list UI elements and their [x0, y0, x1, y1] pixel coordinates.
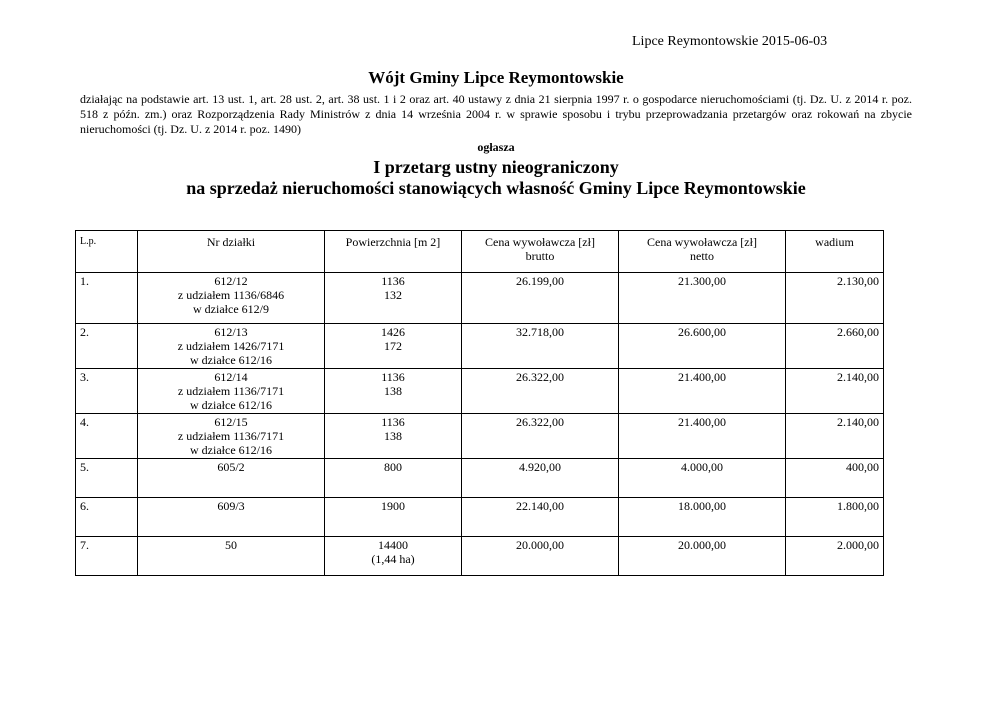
cell-area — [325, 324, 462, 369]
header-net-line2: netto — [690, 249, 714, 263]
cell-plot — [138, 537, 325, 576]
area-share: 172 — [384, 339, 402, 353]
cell-lp: 4. — [76, 414, 138, 459]
cell-area — [325, 459, 462, 498]
table-row — [76, 498, 884, 537]
cell-deposit: 2.140,00 — [786, 414, 884, 459]
cell-net: 4.000,00 — [619, 459, 786, 498]
plot-number: 612/14 — [214, 370, 248, 384]
cell-plot — [138, 459, 325, 498]
tender-subheading: na sprzedaż nieruchomości stanowiących własność Gminy Lipce Reymontowskie — [186, 178, 806, 198]
plot-parent: w działce 612/16 — [190, 398, 272, 412]
header-area: Powierzchnia [m 2] — [325, 231, 462, 273]
plot-share: z udziałem 1136/7171 — [177, 384, 285, 398]
tender-heading: I przetarg ustny nieograniczony — [373, 157, 619, 177]
header-deposit: wadium — [786, 231, 884, 273]
plot-parent: w działce 612/16 — [190, 443, 272, 457]
cell-lp: 5. — [76, 459, 138, 498]
area-value: 14400 — [378, 538, 408, 552]
cell-gross: 20.000,00 — [462, 537, 619, 576]
cell-area — [325, 498, 462, 537]
cell-lp: 2. — [76, 324, 138, 369]
cell-gross: 26.322,00 — [462, 369, 619, 414]
cell-deposit: 2.000,00 — [786, 537, 884, 576]
cell-lp: 1. — [76, 273, 138, 324]
table-row — [76, 369, 884, 414]
cell-gross: 22.140,00 — [462, 498, 619, 537]
cell-plot — [138, 414, 325, 459]
table-row — [76, 324, 884, 369]
header-net-price — [619, 231, 786, 273]
plot-number: 609/3 — [217, 499, 245, 513]
cell-plot — [138, 273, 325, 324]
area-value: 1136 — [381, 415, 405, 429]
cell-gross: 26.199,00 — [462, 273, 619, 324]
cell-deposit: 2.660,00 — [786, 324, 884, 369]
cell-net: 21.400,00 — [619, 414, 786, 459]
plot-number: 612/12 — [214, 274, 248, 288]
cell-deposit: 1.800,00 — [786, 498, 884, 537]
cell-plot — [138, 324, 325, 369]
table-row — [76, 459, 884, 498]
plot-number: 612/13 — [214, 325, 248, 339]
property-table — [75, 230, 884, 576]
area-share: 138 — [384, 429, 402, 443]
legal-basis-paragraph: działając na podstawie art. 13 ust. 1, art. 28 ust. 2, art. 38 ust. 1 i 2 oraz art. 40 ustawy z dnia 21 sierpnia 1997 r. o gospodarce nieruchomościami (tj. Dz. U. z 2014 r. poz. 518 z późn. zm.) oraz Rozporządzenia Rady Ministrów z dnia 14 września 2004 r. w sprawie sposobu i trybu przeprowadzania przetargów oraz rokowań na zbycie nieruchomości (tj. Dz. U. z 2014 r. poz. 1490) — [80, 92, 912, 136]
area-value: 1900 — [381, 499, 405, 513]
cell-plot — [138, 369, 325, 414]
cell-deposit: 2.140,00 — [786, 369, 884, 414]
header-gross-line2: brutto — [525, 249, 555, 263]
announce-label: ogłasza — [477, 140, 515, 154]
header-plot: Nr działki — [138, 231, 325, 273]
plot-share: z udziałem 1426/7171 — [177, 339, 285, 353]
cell-net: 20.000,00 — [619, 537, 786, 576]
cell-net: 21.300,00 — [619, 273, 786, 324]
cell-lp: 7. — [76, 537, 138, 576]
cell-area — [325, 273, 462, 324]
cell-area — [325, 537, 462, 576]
area-value: 1136 — [381, 274, 405, 288]
area-share: 138 — [384, 384, 402, 398]
table-header-row — [76, 231, 884, 273]
cell-gross: 32.718,00 — [462, 324, 619, 369]
document-title: Wójt Gminy Lipce Reymontowskie — [368, 68, 624, 87]
cell-lp: 3. — [76, 369, 138, 414]
header-lp: L.p. — [76, 231, 138, 273]
cell-gross: 4.920,00 — [462, 459, 619, 498]
table-row — [76, 537, 884, 576]
cell-net: 26.600,00 — [619, 324, 786, 369]
cell-area — [325, 369, 462, 414]
area-value: 1426 — [381, 325, 405, 339]
cell-net: 18.000,00 — [619, 498, 786, 537]
header-net-line1: Cena wywoławcza [zł] — [647, 235, 757, 249]
header-gross-line1: Cena wywoławcza [zł] — [485, 235, 595, 249]
plot-number: 50 — [225, 538, 237, 552]
area-value: 1136 — [381, 370, 405, 384]
plot-parent: w działce 612/9 — [193, 302, 269, 316]
area-hectares: (1,44 ha) — [371, 552, 415, 566]
plot-parent: w działce 612/16 — [190, 353, 272, 367]
table-row — [76, 414, 884, 459]
plot-number: 612/15 — [214, 415, 248, 429]
plot-share: z udziałem 1136/7171 — [177, 429, 285, 443]
plot-share: z udziałem 1136/6846 — [177, 288, 285, 302]
plot-number: 605/2 — [217, 460, 245, 474]
header-gross-price — [462, 231, 619, 273]
cell-lp: 6. — [76, 498, 138, 537]
cell-gross: 26.322,00 — [462, 414, 619, 459]
cell-plot — [138, 498, 325, 537]
date-line: Lipce Reymontowskie 2015-06-03 — [632, 34, 828, 49]
cell-deposit: 2.130,00 — [786, 273, 884, 324]
cell-area — [325, 414, 462, 459]
cell-deposit: 400,00 — [786, 459, 884, 498]
area-share: 132 — [384, 288, 402, 302]
table-row — [76, 273, 884, 324]
cell-net: 21.400,00 — [619, 369, 786, 414]
area-value: 800 — [384, 460, 402, 474]
